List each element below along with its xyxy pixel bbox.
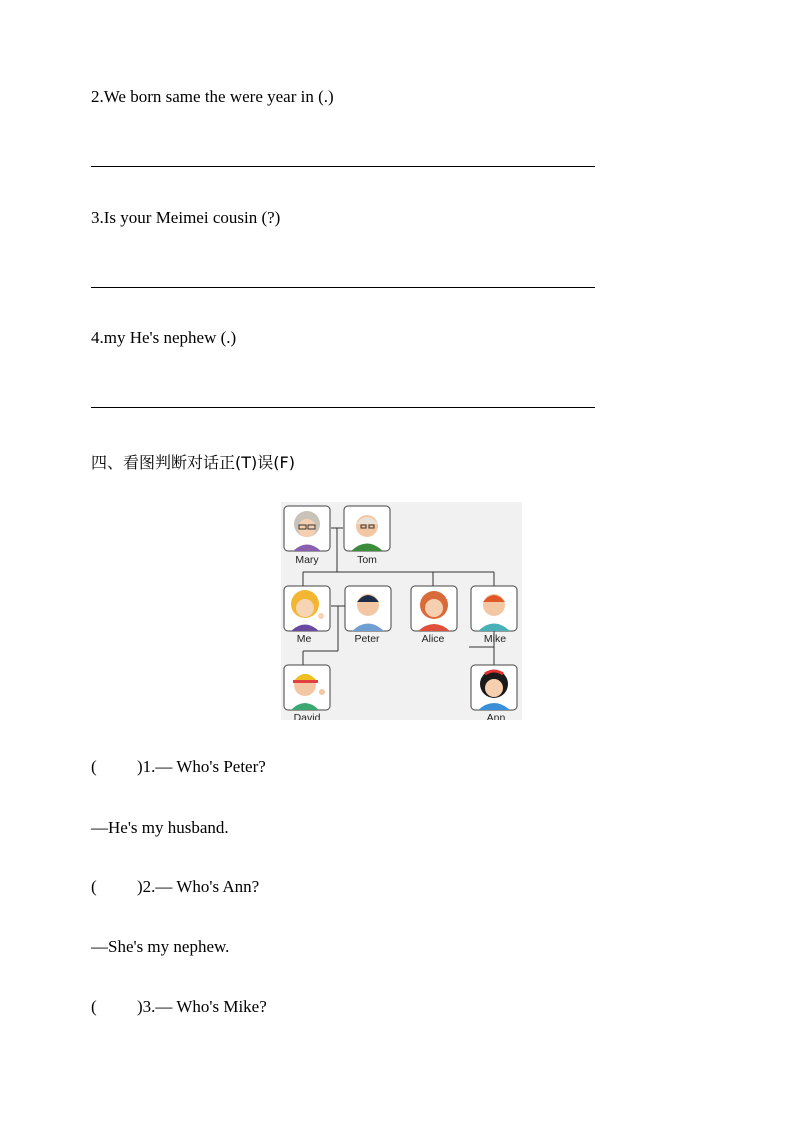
member-label: Me <box>296 633 312 645</box>
section-heading: 四、看图判断对话正(T)误(F) <box>91 453 295 472</box>
me-portrait <box>284 586 330 631</box>
question-4: 4.my He's nephew (.) <box>91 328 237 347</box>
item-answer: —He's my husband. <box>91 818 229 837</box>
member-label: David <box>293 712 321 720</box>
question-3: 3.Is your Meimei cousin (?) <box>91 208 281 227</box>
member-label: Ann <box>486 712 506 720</box>
judgement-item-1 <box>91 757 266 777</box>
item-answer: —She's my nephew. <box>91 937 230 956</box>
mike-portrait <box>471 586 517 631</box>
item-question: )3.— Who's Mike? <box>137 997 267 1016</box>
member-label: Mary <box>295 554 319 566</box>
peter-portrait <box>345 586 391 631</box>
answer-line-3[interactable] <box>91 287 595 288</box>
answer-line-2[interactable] <box>91 166 595 167</box>
item-question: )1.— Who's Peter? <box>137 757 266 776</box>
member-label: Peter <box>354 633 380 645</box>
answer-blank-open[interactable]: ( <box>91 877 97 896</box>
tree-connectors <box>303 528 494 665</box>
david-portrait <box>284 665 330 710</box>
tom-portrait <box>344 506 390 551</box>
ann-portrait <box>471 665 517 710</box>
answer-blank-open[interactable]: ( <box>91 997 97 1016</box>
answer-line-4[interactable] <box>91 407 595 408</box>
family-tree-image <box>281 502 522 720</box>
alice-portrait <box>411 586 457 631</box>
judgement-item-2 <box>91 877 259 897</box>
answer-blank-open[interactable]: ( <box>91 757 97 776</box>
judgement-item-3 <box>91 997 267 1017</box>
member-label: Alice <box>421 633 445 645</box>
mary-portrait <box>284 506 330 551</box>
member-label: Mike <box>483 633 507 645</box>
item-question: )2.— Who's Ann? <box>137 877 260 896</box>
question-2: 2.We born same the were year in (.) <box>91 87 334 106</box>
member-label: Tom <box>357 554 377 566</box>
